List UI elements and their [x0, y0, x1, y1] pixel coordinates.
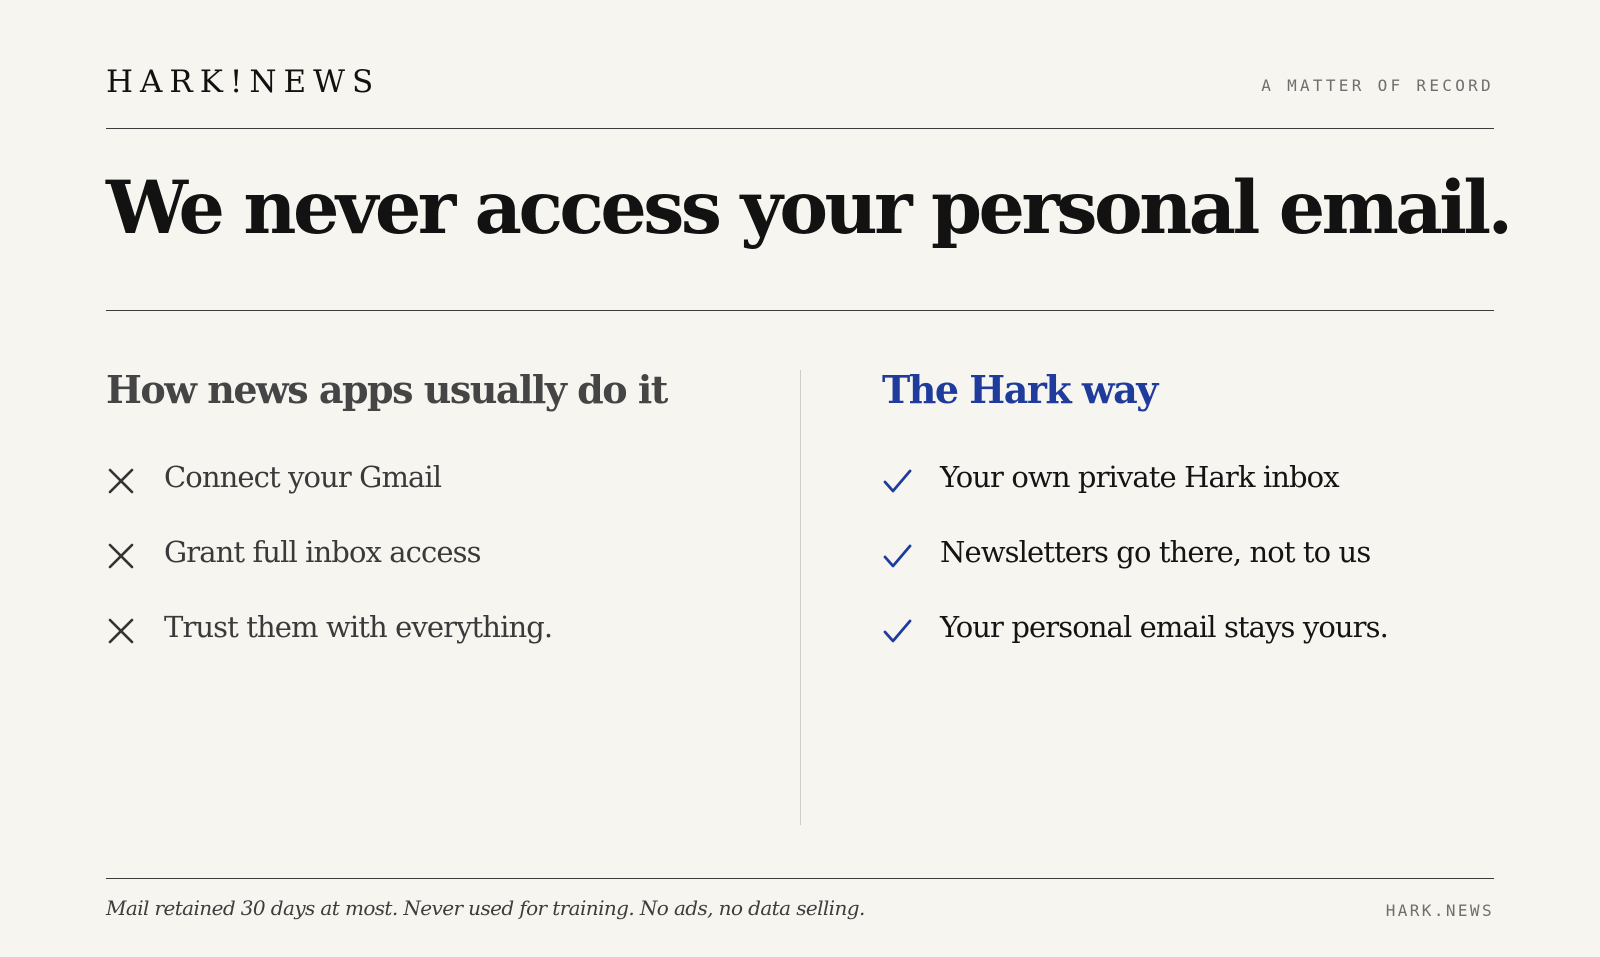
hark-way-heading: The Hark way [882, 367, 1157, 412]
footer-divider [106, 878, 1494, 879]
x-mark-icon [106, 466, 136, 496]
usual-approach-heading: How news apps usually do it [106, 367, 667, 412]
check-mark-icon [882, 541, 912, 571]
check-mark-icon [882, 616, 912, 646]
footer-site-link[interactable]: HARK.NEWS [1385, 901, 1494, 920]
footer-note: Mail retained 30 days at most. Never used for training. No ads, no data selling. [106, 896, 865, 920]
page-headline: We never access your personal email. [106, 165, 1510, 251]
x-mark-icon [106, 541, 136, 571]
column-divider [800, 370, 801, 825]
masthead [106, 62, 1494, 102]
masthead-tagline: A MATTER OF RECORD [1261, 76, 1494, 95]
usual-approach-item-label: Connect your Gmail [164, 460, 442, 494]
usual-approach-item-label: Trust them with everything. [164, 610, 553, 644]
hark-way-column [882, 362, 1494, 644]
hark-way-item-label: Your personal email stays yours. [940, 610, 1388, 644]
check-mark-icon [882, 466, 912, 496]
x-mark-icon [106, 616, 136, 646]
usual-approach-column [106, 362, 776, 644]
headline-divider [106, 310, 1494, 311]
logo-wordmark: HARK!NEWS [106, 64, 381, 100]
top-divider [106, 128, 1494, 129]
hark-way-item-label: Your own private Hark inbox [940, 460, 1339, 494]
hark-way-item-label: Newsletters go there, not to us [940, 535, 1371, 569]
usual-approach-item-label: Grant full inbox access [164, 535, 481, 569]
page-frame [106, 0, 1510, 957]
